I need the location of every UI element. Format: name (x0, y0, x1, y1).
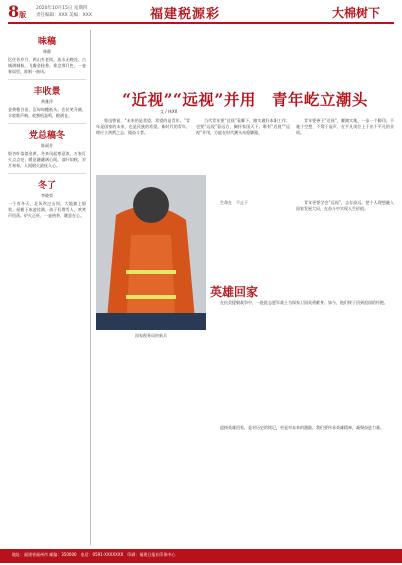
hero-paragraph: 在抗美援朝战争中，一批批志愿军战士为保家卫国英勇献身。如今，他们终于回到祖国的怀抱。 (220, 300, 388, 305)
newspaper-name: 福建税源彩 (150, 7, 221, 22)
article-paragraph: 青年更要学会“远视”，志存高远，把个人理想融入国家发展大局，在奋斗中实现人生价值。 (296, 200, 394, 211)
divider (8, 79, 86, 80)
article-paragraph: 鲁迅曾说，“未来的是希望，希望的是青年。”青年是国家的未来，也是民族的希望。新时代的青年，理应立鸿鹄之志，做奋斗者。 (96, 118, 190, 135)
left-item-author: 李晓荣 (41, 193, 53, 198)
left-item-title: 党总稿冬 (28, 131, 65, 141)
editor-line: 责任编辑：XXX 美编：XXX (36, 13, 92, 18)
left-item (8, 34, 86, 75)
column-divider (90, 30, 91, 545)
divider (8, 123, 86, 124)
hero-title: 英雄回家 (210, 285, 259, 299)
left-item-body: 金黄稻谷田，沉甸甸穗低头。农民笑开颜，丰收歌声响。收割机轰鸣，粮满仓。 (8, 107, 86, 118)
footer-text: 地址：福建省福州市 邮编：350000 电话：0591-XXXXXXX 印刷：福建日报社印务中心 (12, 552, 176, 557)
page-header (0, 0, 402, 26)
left-item-body: 一个有冬天，北风吹过山岗，大地披上银装。屋檐下冰凌挂满，孩子们堆雪人，欢笑声回荡。炉火正旺，一壶热茶，暖意在心。 (8, 201, 86, 218)
left-item-body: 银杏叶落似金黄，冬来风起寒意浓。万家灯火点点亮，暖意融融满心间。落叶知秋，岁月匆匆，人间烟火最抚人心。 (8, 151, 86, 168)
divider (8, 173, 86, 174)
page-number: 8版 (8, 2, 27, 21)
issue-date: 2020年10月15日 星期四 (36, 6, 88, 11)
left-item-author: 林静 (43, 49, 51, 54)
firefighter-illustration (96, 175, 206, 330)
article-paragraph: 青年要善于“近视”，脚踏实地，一步一个脚印。不驰于空想，不骛于虚声，在平凡岗位上干出不平凡的业绩。 (296, 118, 394, 135)
left-item (8, 128, 86, 169)
photo-overlay-text: 生命在 不止于 (220, 200, 248, 205)
left-item-body: 忆往昔岁月，两山夹老街，流水无晚处。古城满城秋，飞瓣金桂香。谁念那月色，一壶春雨里，谁唱一曲风。 (8, 57, 86, 74)
left-item-title: 冬了 (37, 181, 56, 191)
article-paragraph: 当代青年要“近视”看脚下，踏实做好本职工作；也要“远视”看远方，胸怀家国天下。唯有“近视”“远视”并用，方能在时代潮头站稳脚跟。 (196, 118, 290, 135)
left-item-title: 丰收景 (33, 87, 61, 97)
left-item (8, 84, 86, 119)
page-footer (0, 549, 402, 563)
article-author: 文 / 林XX (160, 109, 178, 114)
hero-paragraph: 迎接英雄回家，是对历史的铭记，更是对未来的激励。我们要传承英雄精神，凝聚奋进力量。 (220, 425, 384, 430)
header-rule (8, 22, 394, 24)
article-photo (96, 175, 206, 330)
left-item-author: 黄雅萍 (41, 99, 53, 104)
left-item (8, 178, 86, 219)
section-name: 大棉树下 (332, 6, 381, 20)
left-item-author: 陈丽芳 (41, 143, 53, 148)
left-column (8, 30, 86, 219)
article-headline: “近视”“远视”并用 青年屹立潮头 (122, 90, 368, 109)
photo-caption: 国家税务局的新兵 (135, 333, 167, 338)
left-item-title: 味稿 (37, 37, 56, 47)
